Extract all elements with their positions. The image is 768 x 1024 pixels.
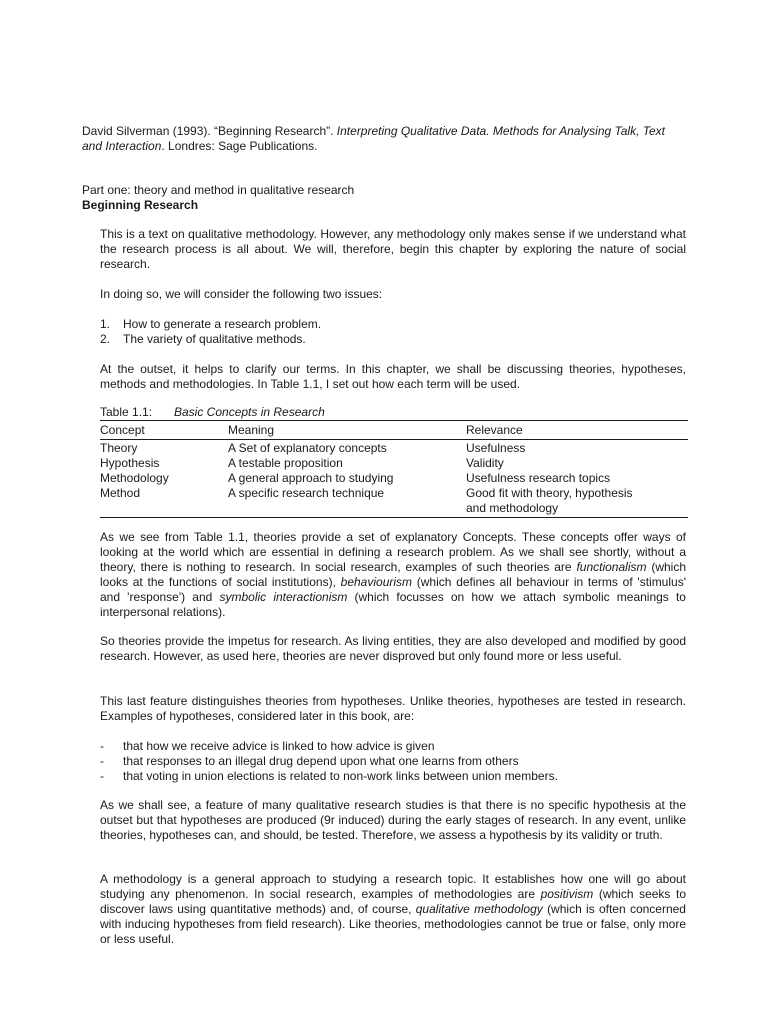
list-dash: - xyxy=(100,769,104,783)
list-item xyxy=(100,769,686,784)
table-row xyxy=(100,471,688,486)
text-run: (which is often concerned with inducing hypotheses from field research). Like theories, methodologies cannot be true or false, only more or less useful. xyxy=(100,902,686,946)
header-meaning: Meaning xyxy=(228,421,466,440)
table-cell: A general approach to studying xyxy=(228,471,394,485)
table-row xyxy=(100,456,688,471)
emphasis-positivism: positivism xyxy=(540,887,594,901)
issues-list xyxy=(100,317,686,347)
theories-paragraph xyxy=(100,530,686,620)
table-cell: Methodology xyxy=(100,471,169,485)
emphasis-qualitative-methodology: qualitative methodology xyxy=(415,902,543,916)
text-run: (which defines all behaviour in terms of 'stimulus' and 'response') and xyxy=(100,575,686,604)
emphasis-functionalism: functionalism xyxy=(576,560,647,574)
citation xyxy=(82,124,688,154)
text-run: (which focusses on how we attach symbolic meanings to interpersonal relations). xyxy=(100,590,686,619)
hypotheses-list xyxy=(100,739,686,784)
table-cell: A Set of explanatory concepts xyxy=(228,441,387,455)
methodology-paragraph xyxy=(100,872,686,947)
section-title: Beginning Research xyxy=(82,198,199,212)
text-run: (which looks at the functions of social institutions), xyxy=(100,560,687,589)
table-cell: Good fit with theory, hypothesis and methodology xyxy=(466,486,688,518)
table-title: Basic Concepts in Research xyxy=(174,405,325,419)
table-cell: A testable proposition xyxy=(228,456,343,470)
outset-paragraph: At the outset, it helps to clarify our terms. In this chapter, we shall be discussing theories, hypotheses, methods and methodologies. In Table 1.1, I set out how each term will be used. xyxy=(100,362,686,391)
emphasis-symbolic-interactionism: symbolic interactionism xyxy=(219,590,348,604)
header-relevance: Relevance xyxy=(466,421,688,440)
header-concept: Concept xyxy=(100,421,228,440)
table-cell: A specific research technique xyxy=(228,486,466,518)
text-run: As we see from Table 1.1, theories provide a set of explanatory Concepts. These concepts offer ways of looking at the world which are essential in defining a research problem. As we shall see shortly, without a theory, there is nothing to research. In social research, examples of such theories are xyxy=(100,530,686,574)
list-item-text: How to generate a research problem. xyxy=(123,317,322,331)
text-run: A methodology is a general approach to studying a research topic. It establishes how one will go about studying any phenomenon. In social research, examples of methodologies are xyxy=(100,872,686,901)
part-line: Part one: theory and method in qualitative research xyxy=(82,183,355,197)
table-cell: Hypothesis xyxy=(100,456,160,470)
list-number: 2. xyxy=(100,332,111,346)
citation-book-title: Interpreting Qualitative Data. Methods for Analysing Talk, Text and Interaction xyxy=(82,124,665,153)
distinguishes-paragraph: This last feature distinguishes theories from hypotheses. Unlike theories, hypotheses are tested in research. Examples of hypotheses, considered later in this book, are: xyxy=(100,694,686,723)
emphasis-behaviourism: behaviourism xyxy=(340,575,413,589)
list-item xyxy=(100,739,686,754)
citation-prefix: David Silverman (1993). “Beginning Research”. xyxy=(82,124,337,138)
list-dash: - xyxy=(100,739,104,753)
table-cell: Usefulness xyxy=(466,441,526,455)
list-dash: - xyxy=(100,754,104,768)
list-item-text: that voting in union elections is related to non-work links between union members. xyxy=(123,769,558,783)
list-item xyxy=(100,332,686,347)
text-run: (which seeks to discover laws using quantitative methods) and, of course, xyxy=(100,887,686,916)
citation-suffix: . Londres: Sage Publications. xyxy=(161,139,318,153)
table-cell: Theory xyxy=(100,441,138,455)
list-item-text: that how we receive advice is linked to how advice is given xyxy=(123,739,435,753)
table-label: Table 1.1: xyxy=(100,405,153,419)
feature-paragraph: As we shall see, a feature of many qualitative research studies is that there is no specific hypothesis at the outset but that hypotheses are produced (9r induced) during the early stages of research. In any event, unlike theories, hypotheses can, and should, be tested. Therefore, we assess a hypothesis by its validity or truth. xyxy=(100,798,686,842)
list-item-text: that responses to an illegal drug depend upon what one learns from others xyxy=(123,754,519,768)
table-cell: Usefulness research topics xyxy=(466,471,611,485)
concepts-table xyxy=(100,420,688,518)
table-row xyxy=(100,440,688,457)
table-header-row xyxy=(100,421,688,440)
list-item xyxy=(100,317,686,332)
table-cell: Validity xyxy=(466,456,504,470)
impetus-paragraph: So theories provide the impetus for research. As living entities, they are also developed and modified by good research. However, as used here, theories are never disproved but only found more or less useful. xyxy=(100,634,686,663)
table-caption xyxy=(100,405,688,420)
table-row xyxy=(100,486,688,518)
table-cell: Method xyxy=(100,486,228,518)
list-item-text: The variety of qualitative methods. xyxy=(123,332,306,346)
intro-paragraph: This is a text on qualitative methodology. However, any methodology only makes sense if we understand what the research process is all about. We will, therefore, begin this chapter by exploring the nature of social research. xyxy=(100,227,686,271)
list-item xyxy=(100,754,686,769)
list-number: 1. xyxy=(100,317,111,331)
issues-intro: In doing so, we will consider the following two issues: xyxy=(100,287,383,301)
